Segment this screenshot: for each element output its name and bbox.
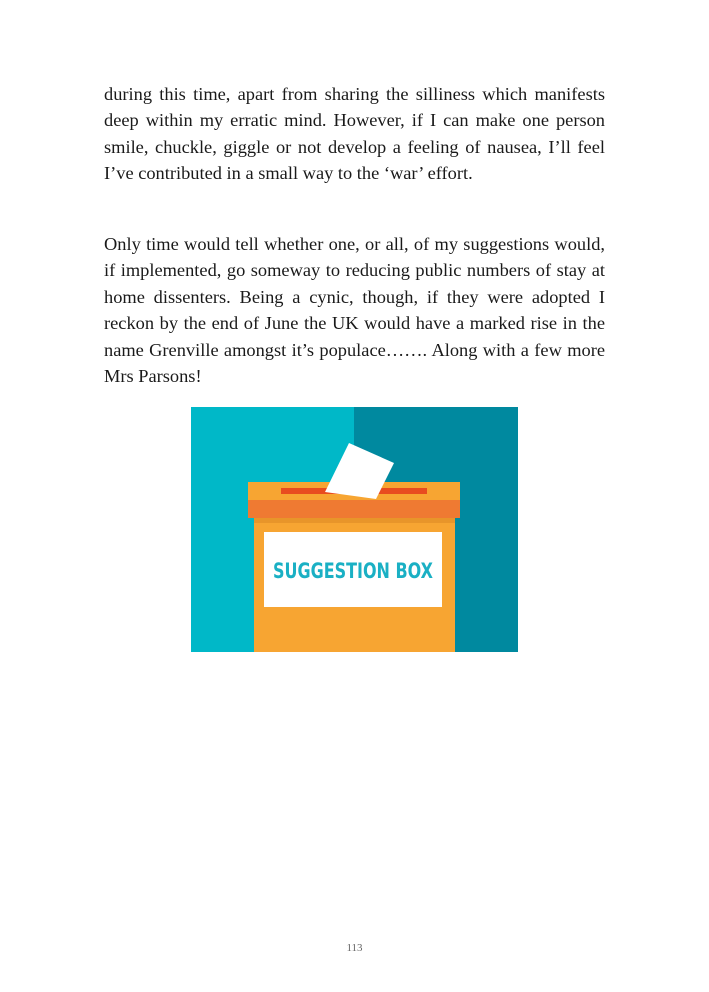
body-paragraph-2: Only time would tell whether one, or all, of my suggestions would, if implemented, go someway to reducing public numbers of stay at home dissenters. Being a cynic, though, if they were adopted I reckon by the end of June the UK would have a marked rise in the name Grenville amongst it’s populace……. Along with a few more Mrs Parsons! <box>104 234 605 387</box>
label-text: SUGGESTION BOX <box>273 559 434 584</box>
body-paragraph-1: during this time, apart from sharing the silliness which manifests deep within my erratic mind. However, if I can make one person smile, chuckle, giggle or not develop a feeling of nausea, I’ll feel I’ve contributed in a small way to the ‘war’ effort. <box>104 84 605 184</box>
suggestion-box-illustration <box>191 407 518 652</box>
box-lid-front <box>248 500 460 518</box>
page-number: 113 <box>346 942 363 954</box>
suggestion-box-icon <box>191 407 518 652</box>
